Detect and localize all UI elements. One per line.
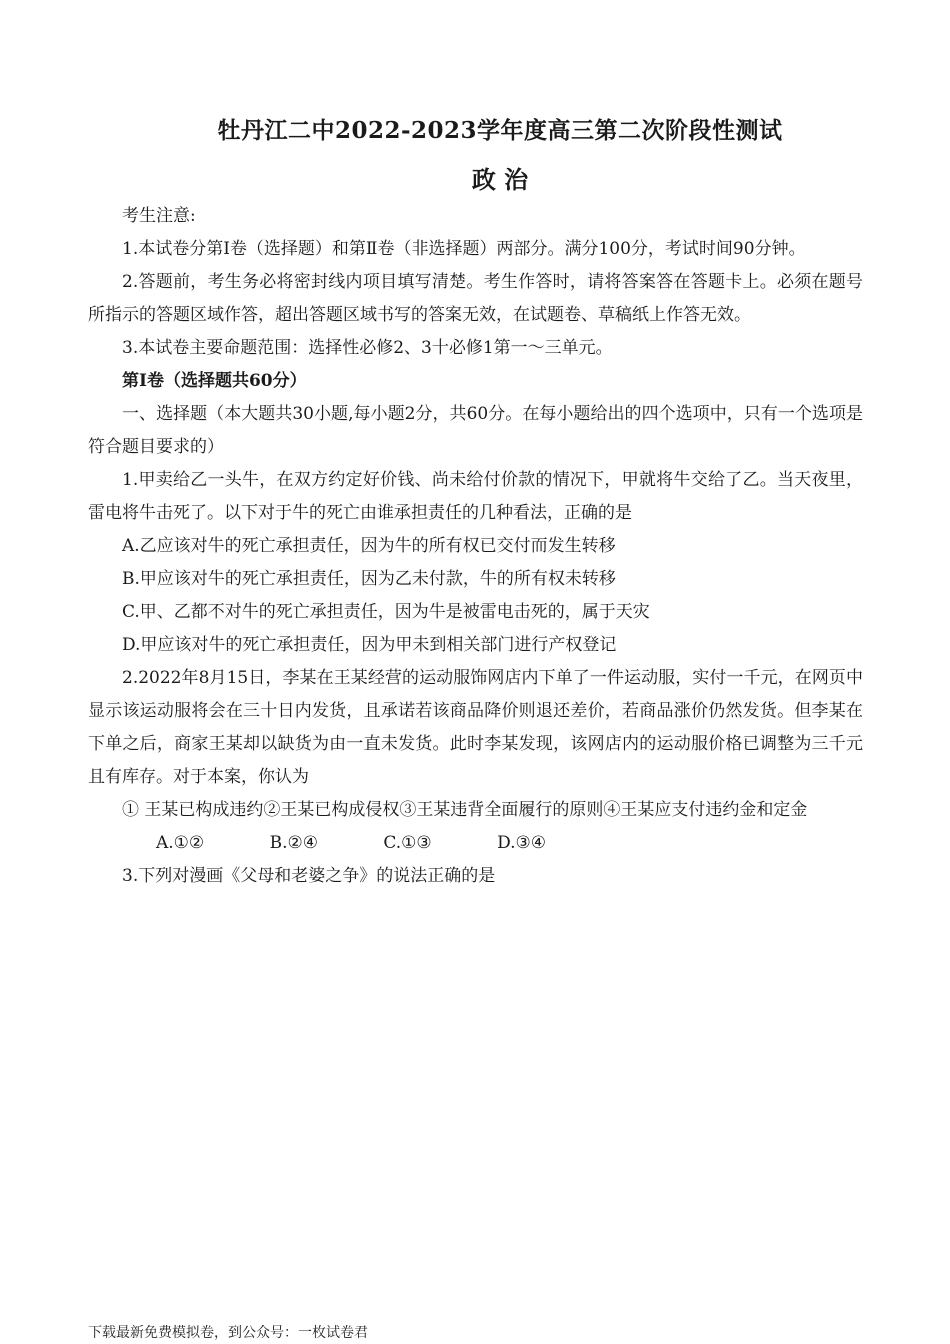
question-1-option-b: B.甲应该对牛的死亡承担责任，因为乙未付款，牛的所有权未转移 [122,569,616,589]
question-2-option-d: D.③④ [497,833,546,853]
notice-item-2: 2.答题前，考生务必将密封线内项目填写清楚。考生作答时，请将答案答在答题卡上。必须在题号所指示的答题区域作答，超出答题区域书写的答案无效，在试题卷、草稿纸上作答无效。 [88,272,863,325]
question-2-option-a: A.①② [156,833,205,853]
question-1-option-a: A.乙应该对牛的死亡承担责任，因为牛的所有权已交付而发生转移 [122,536,616,556]
exam-subject: 政 治 [471,165,529,194]
notice-item-3: 3.本试卷主要命题范围：选择性必修2、3十必修1第一～三单元。 [122,338,613,358]
question-1-option-d: D.甲应该对牛的死亡承担责任，因为甲未到相关部门进行产权登记 [122,635,617,655]
question-2-statements: ① 王某已构成违约②王某已构成侵权③王某违背全面履行的原则④王某应支付违约金和定金 [122,800,808,820]
section-title: 第Ⅰ卷（选择题共60分） [122,371,307,391]
question-1-option-c: C.甲、乙都不对牛的死亡承担责任，因为牛是被雷电击死的，属于天灾 [122,602,650,622]
footer-note: 下载最新免费模拟卷，到公众号：一枚试卷君 [88,1325,368,1341]
exam-title: 牡丹江二中2022-2023学年度高三第二次阶段性测试 [217,117,783,144]
notice-heading: 考生注意: [122,206,196,226]
question-2-option-b: B.②④ [269,833,318,853]
question-1-stem: 1.甲卖给乙一头牛，在双方约定好价钱、尚未给付价款的情况下，甲就将牛交给了乙。当天夜里，雷电将牛击死了。以下对于牛的死亡由谁承担责任的几种看法，正确的是 [88,470,863,523]
notice-item-1: 1.本试卷分第Ⅰ卷（选择题）和第Ⅱ卷（非选择题）两部分。满分100分，考试时间90分钟。 [122,239,806,259]
question-2-options [88,827,863,860]
question-2-stem: 2.2022年8月15日，李某在王某经营的运动服饰网店内下单了一件运动服，实付一千元，在网页中显示该运动服将会在三十日内发货，且承诺若该商品降价则退还差价，若商品涨价仍然发货。但李某在下单之后，商家王某却以缺货为由一直未发货。此时李某发现，该网店内的运动服价格已调整为三千元且有库存。对于本案，你认为 [88,668,863,787]
exam-body [88,200,863,893]
question-2-option-c: C.①③ [383,833,432,853]
question-3-stem: 3.下列对漫画《父母和老婆之争》的说法正确的是 [122,866,496,886]
section-instructions: 一、选择题（本大题共30小题,每小题2分，共60分。在每小题给出的四个选项中，只有一个选项是符合题目要求的） [88,404,863,457]
